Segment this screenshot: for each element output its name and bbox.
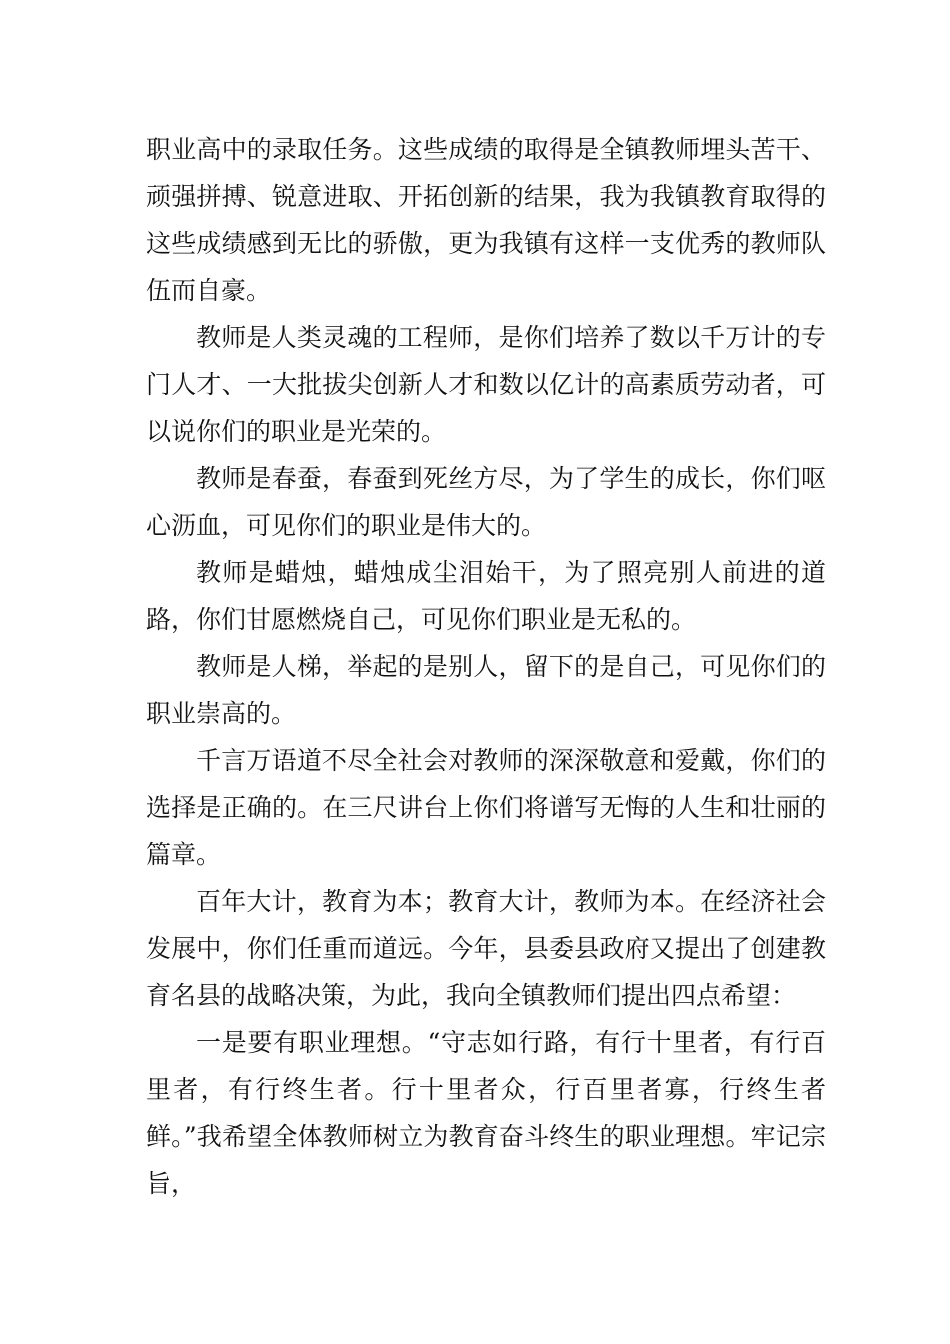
paragraph-4: 教师是蜡烛，蜡烛成尘泪始干，为了照亮别人前进的道路，你们甘愿燃烧自己，可见你们职业是无私的。: [146, 558, 826, 634]
paragraph-3: 教师是春蚕，春蚕到死丝方尽，为了学生的成长，你们呕心沥血，可见你们的职业是伟大的。: [146, 464, 826, 540]
paragraph-2: 教师是人类灵魂的工程师，是你们培养了数以千万计的专门人才、一大批拔尖创新人才和数以亿计的高素质劳动者，可以说你们的职业是光荣的。: [146, 323, 826, 446]
document-page: [146, 126, 826, 1207]
paragraph-7: 百年大计，教育为本；教育大计，教师为本。在经济社会发展中，你们任重而道远。今年，县委县政府又提出了创建教育名县的战略决策，为此，我向全镇教师们提出四点希望：: [146, 887, 826, 1010]
paragraph-5: 教师是人梯，举起的是别人，留下的是自己，可见你们的职业崇高的。: [146, 652, 826, 728]
paragraph-1: 职业高中的录取任务。这些成绩的取得是全镇教师埋头苦干、顽强拼搏、锐意进取、开拓创新的结果，我为我镇教育取得的这些成绩感到无比的骄傲，更为我镇有这样一支优秀的教师队伍而自豪。: [146, 135, 826, 305]
paragraph-8: 一是要有职业理想。“守志如行路，有行十里者，有行百里者，有行终生者。行十里者众，行百里者寡，行终生者鲜。”我希望全体教师树立为教育奋斗终生的职业理想。牢记宗旨，: [146, 1028, 826, 1198]
paragraph-6: 千言万语道不尽全社会对教师的深深敬意和爱戴，你们的选择是正确的。在三尺讲台上你们将谱写无悔的人生和壮丽的篇章。: [146, 746, 826, 869]
